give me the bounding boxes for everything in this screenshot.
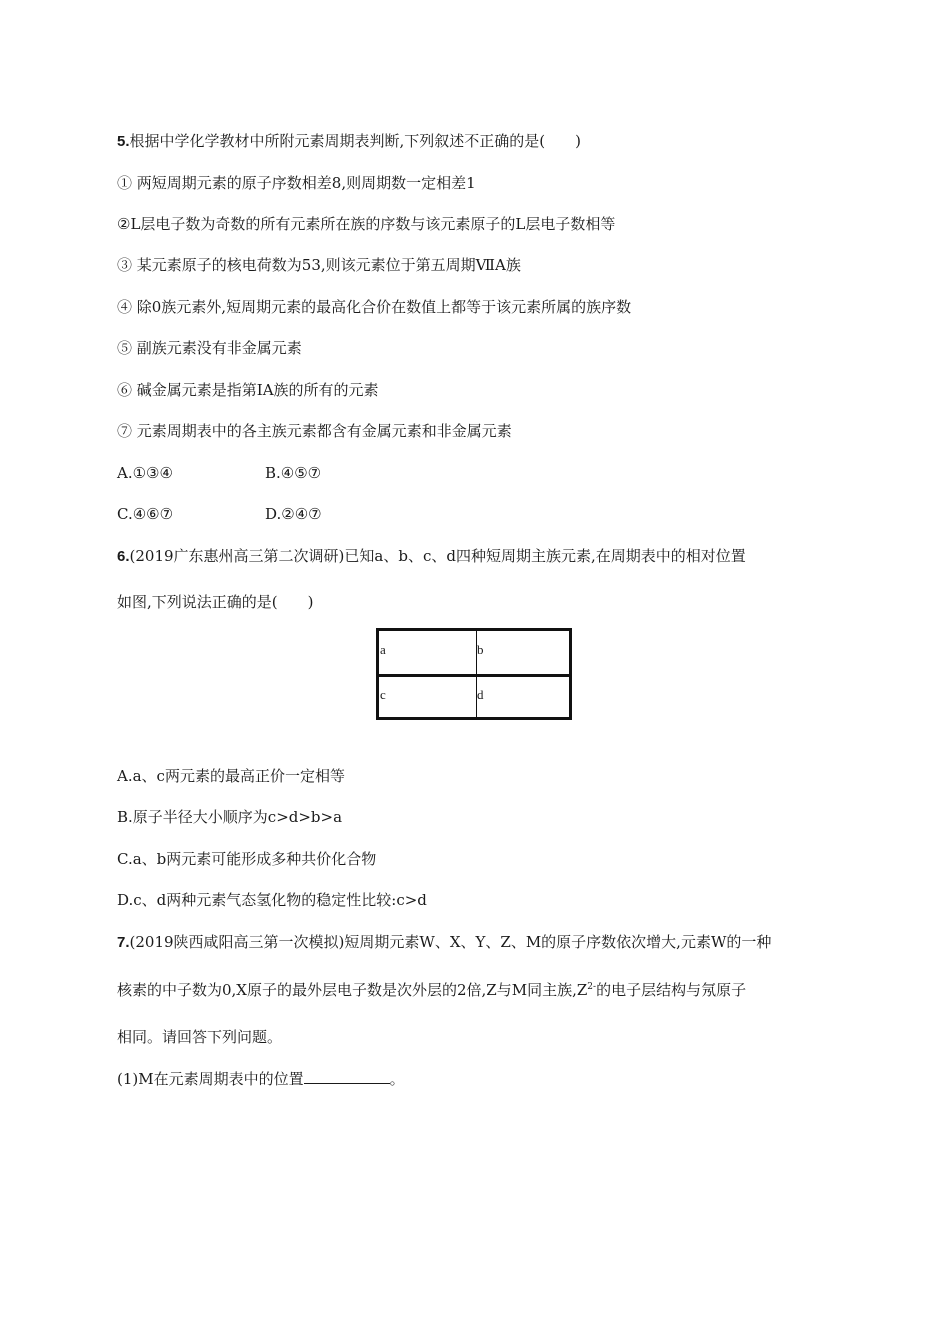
q6-option-a: A.a、c两元素的最高正价一定相等	[117, 767, 345, 785]
q6-number: 6.	[117, 548, 130, 565]
q6-stem-text: (2019广东惠州高三第二次调研)已知a、b、c、d四种短周期主族元素,在周期表中的相对位置	[129, 547, 746, 565]
grid-cell-a: a	[380, 642, 386, 657]
q7-stem-line-2a: 核素的中子数为0,X原子的最外层电子数是次外层的2倍,Z与M同主族,Z	[117, 981, 588, 999]
q7-sub-question-1	[117, 1069, 405, 1089]
q5-stem	[117, 131, 581, 152]
q5-stem-text: 根据中学化学教材中所附元素周期表判断,下列叙述不正确的是( )	[129, 132, 581, 150]
q5-item-2: ②L层电子数为奇数的所有元素所在族的序数与该元素原子的L层电子数相等	[117, 215, 616, 233]
q7-answer-blank[interactable]	[304, 1069, 390, 1084]
periodic-position-grid	[376, 628, 572, 720]
q7-stem-line-3: 相同。请回答下列问题。	[117, 1028, 283, 1046]
q5-options-row-2	[117, 504, 322, 524]
grid-horizontal-divider	[379, 674, 569, 677]
grid-cell-d: d	[477, 687, 484, 702]
q7-sub1-prompt: (1)M在元素周期表中的位置	[117, 1070, 304, 1088]
q7-stem-line-2	[117, 980, 746, 1000]
q6-stem-line-2: 如图,下列说法正确的是( )	[117, 593, 314, 611]
q5-option-c: C.④⑥⑦	[117, 505, 174, 523]
q5-item-7: ⑦ 元素周期表中的各主族元素都含有金属元素和非金属元素	[117, 422, 512, 440]
q6-option-b: B.原子半径大小顺序为c>d>b>a	[117, 808, 343, 826]
q7-stem-line-2b: 的电子层结构与氖原子	[596, 981, 747, 999]
q5-item-1: ① 两短周期元素的原子序数相差8,则周期数一定相差1	[117, 174, 476, 192]
q5-options-row-1	[117, 463, 321, 483]
grid-cell-c: c	[380, 687, 386, 702]
q7-stem-line-1	[117, 932, 771, 953]
q6-option-d: D.c、d两种元素气态氢化物的稳定性比较:c>d	[117, 891, 427, 909]
q5-item-6: ⑥ 碱金属元素是指第ⅠA族的所有的元素	[117, 381, 379, 399]
q7-sub1-end: 。	[389, 1070, 405, 1088]
q6-option-c: C.a、b两元素可能形成多种共价化合物	[117, 850, 377, 868]
q5-number: 5.	[117, 133, 130, 150]
q7-number: 7.	[117, 934, 130, 951]
q7-stem-text: (2019陕西咸阳高三第一次模拟)短周期元素W、X、Y、Z、M的原子序数依次增大,元素W的一种	[129, 933, 772, 951]
q7-ion-charge: 2-	[587, 982, 597, 992]
grid-cell-b: b	[477, 642, 484, 657]
q5-option-d: D.②④⑦	[265, 505, 322, 523]
q6-stem-line-1	[117, 546, 746, 567]
q5-item-3: ③ 某元素原子的核电荷数为53,则该元素位于第五周期ⅦA族	[117, 256, 521, 274]
q5-item-4: ④ 除0族元素外,短周期元素的最高化合价在数值上都等于该元素所属的族序数	[117, 298, 632, 316]
q5-option-b: B.④⑤⑦	[265, 464, 322, 482]
q5-item-5: ⑤ 副族元素没有非金属元素	[117, 339, 302, 357]
q5-option-a: A.①③④	[117, 464, 173, 482]
